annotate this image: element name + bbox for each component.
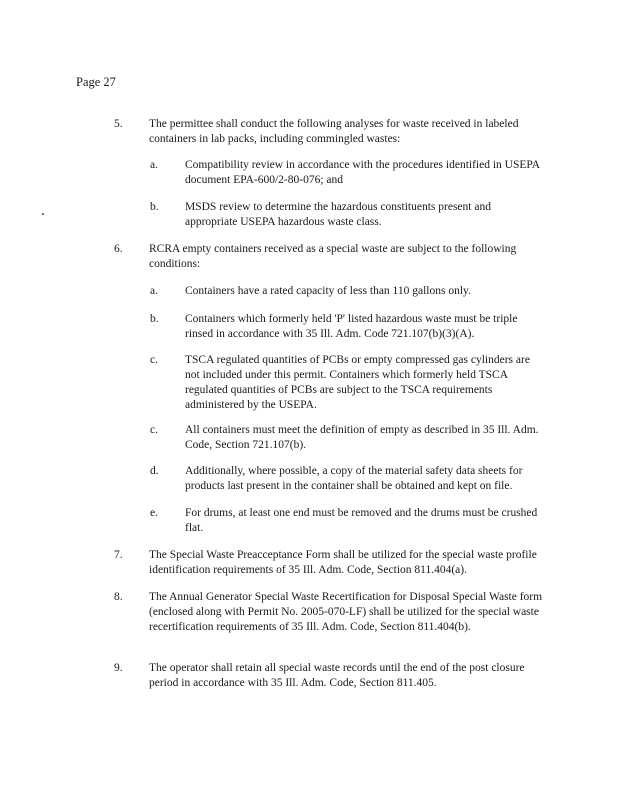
sub-item-text: All containers must meet the definition of empty as described in 35 Ill. Adm. Code, Section 721.107(b). [185, 424, 539, 451]
sub-item-text: TSCA regulated quantities of PCBs or empty compressed gas cylinders are not included under this permit. Containers which formerly held TSCA regulated quantities of PCBs are subject to the TSCA requirements administered by the USEPA. [185, 354, 530, 411]
sub-item-letter: a. [150, 285, 158, 297]
sub-item-text: MSDS review to determine the hazardous constituents present and appropriate USEPA hazardous waste class. [185, 201, 491, 228]
sub-item-text: For drums, at least one end must be removed and the drums must be crushed flat. [185, 507, 538, 534]
item-text: The Special Waste Preacceptance Form shall be utilized for the special waste profile identification requirements of 35 Ill. Adm. Code, Section 811.404(a). [149, 549, 537, 576]
item-text: The Annual Generator Special Waste Recertification for Disposal Special Waste form (enclosed along with Permit No. 2005-070-LF) shall be utilized for the special waste recertification requirements of 35 Ill. Adm. Code, Section 811.404(b). [149, 591, 543, 633]
item-number: 5. [114, 118, 123, 130]
item-number: 6. [114, 243, 123, 255]
sub-item-text: Compatibility review in accordance with the procedures identified in USEPA document EPA-600/2-80-076; and [185, 159, 540, 186]
sub-item-letter: c. [150, 354, 158, 366]
page-number-label: Page 27 [76, 75, 116, 89]
sub-item-letter: b. [150, 201, 159, 213]
item-text: The operator shall retain all special waste records until the end of the post closure period in accordance with 35 Ill. Adm. Code, Section 811.405. [149, 662, 525, 689]
sub-item-letter: c. [150, 424, 158, 436]
sub-item-text: Containers have a rated capacity of less than 110 gallons only. [185, 285, 471, 297]
sub-item-letter: e. [150, 507, 158, 519]
sub-item-text: Additionally, where possible, a copy of the material safety data sheets for products last present in the container shall be obtained and kept on file. [185, 465, 523, 492]
item-text: RCRA empty containers received as a special waste are subject to the following conditions: [149, 243, 517, 270]
sub-item-letter: b. [150, 313, 159, 325]
sub-item-text: Containers which formerly held 'P' listed hazardous waste must be triple rinsed in accordance with 35 Ill. Adm. Code 721.107(b)(3)(A). [185, 313, 518, 340]
item-number: 7. [114, 549, 123, 561]
item-number: 8. [114, 591, 123, 603]
item-number: 9. [114, 662, 123, 674]
item-text: The permittee shall conduct the following analyses for waste received in labeled containers in lab packs, including commingled wastes: [149, 118, 519, 145]
sub-item-letter: a. [150, 159, 158, 171]
scan-artifact-dot [42, 213, 44, 215]
sub-item-letter: d. [150, 465, 159, 477]
